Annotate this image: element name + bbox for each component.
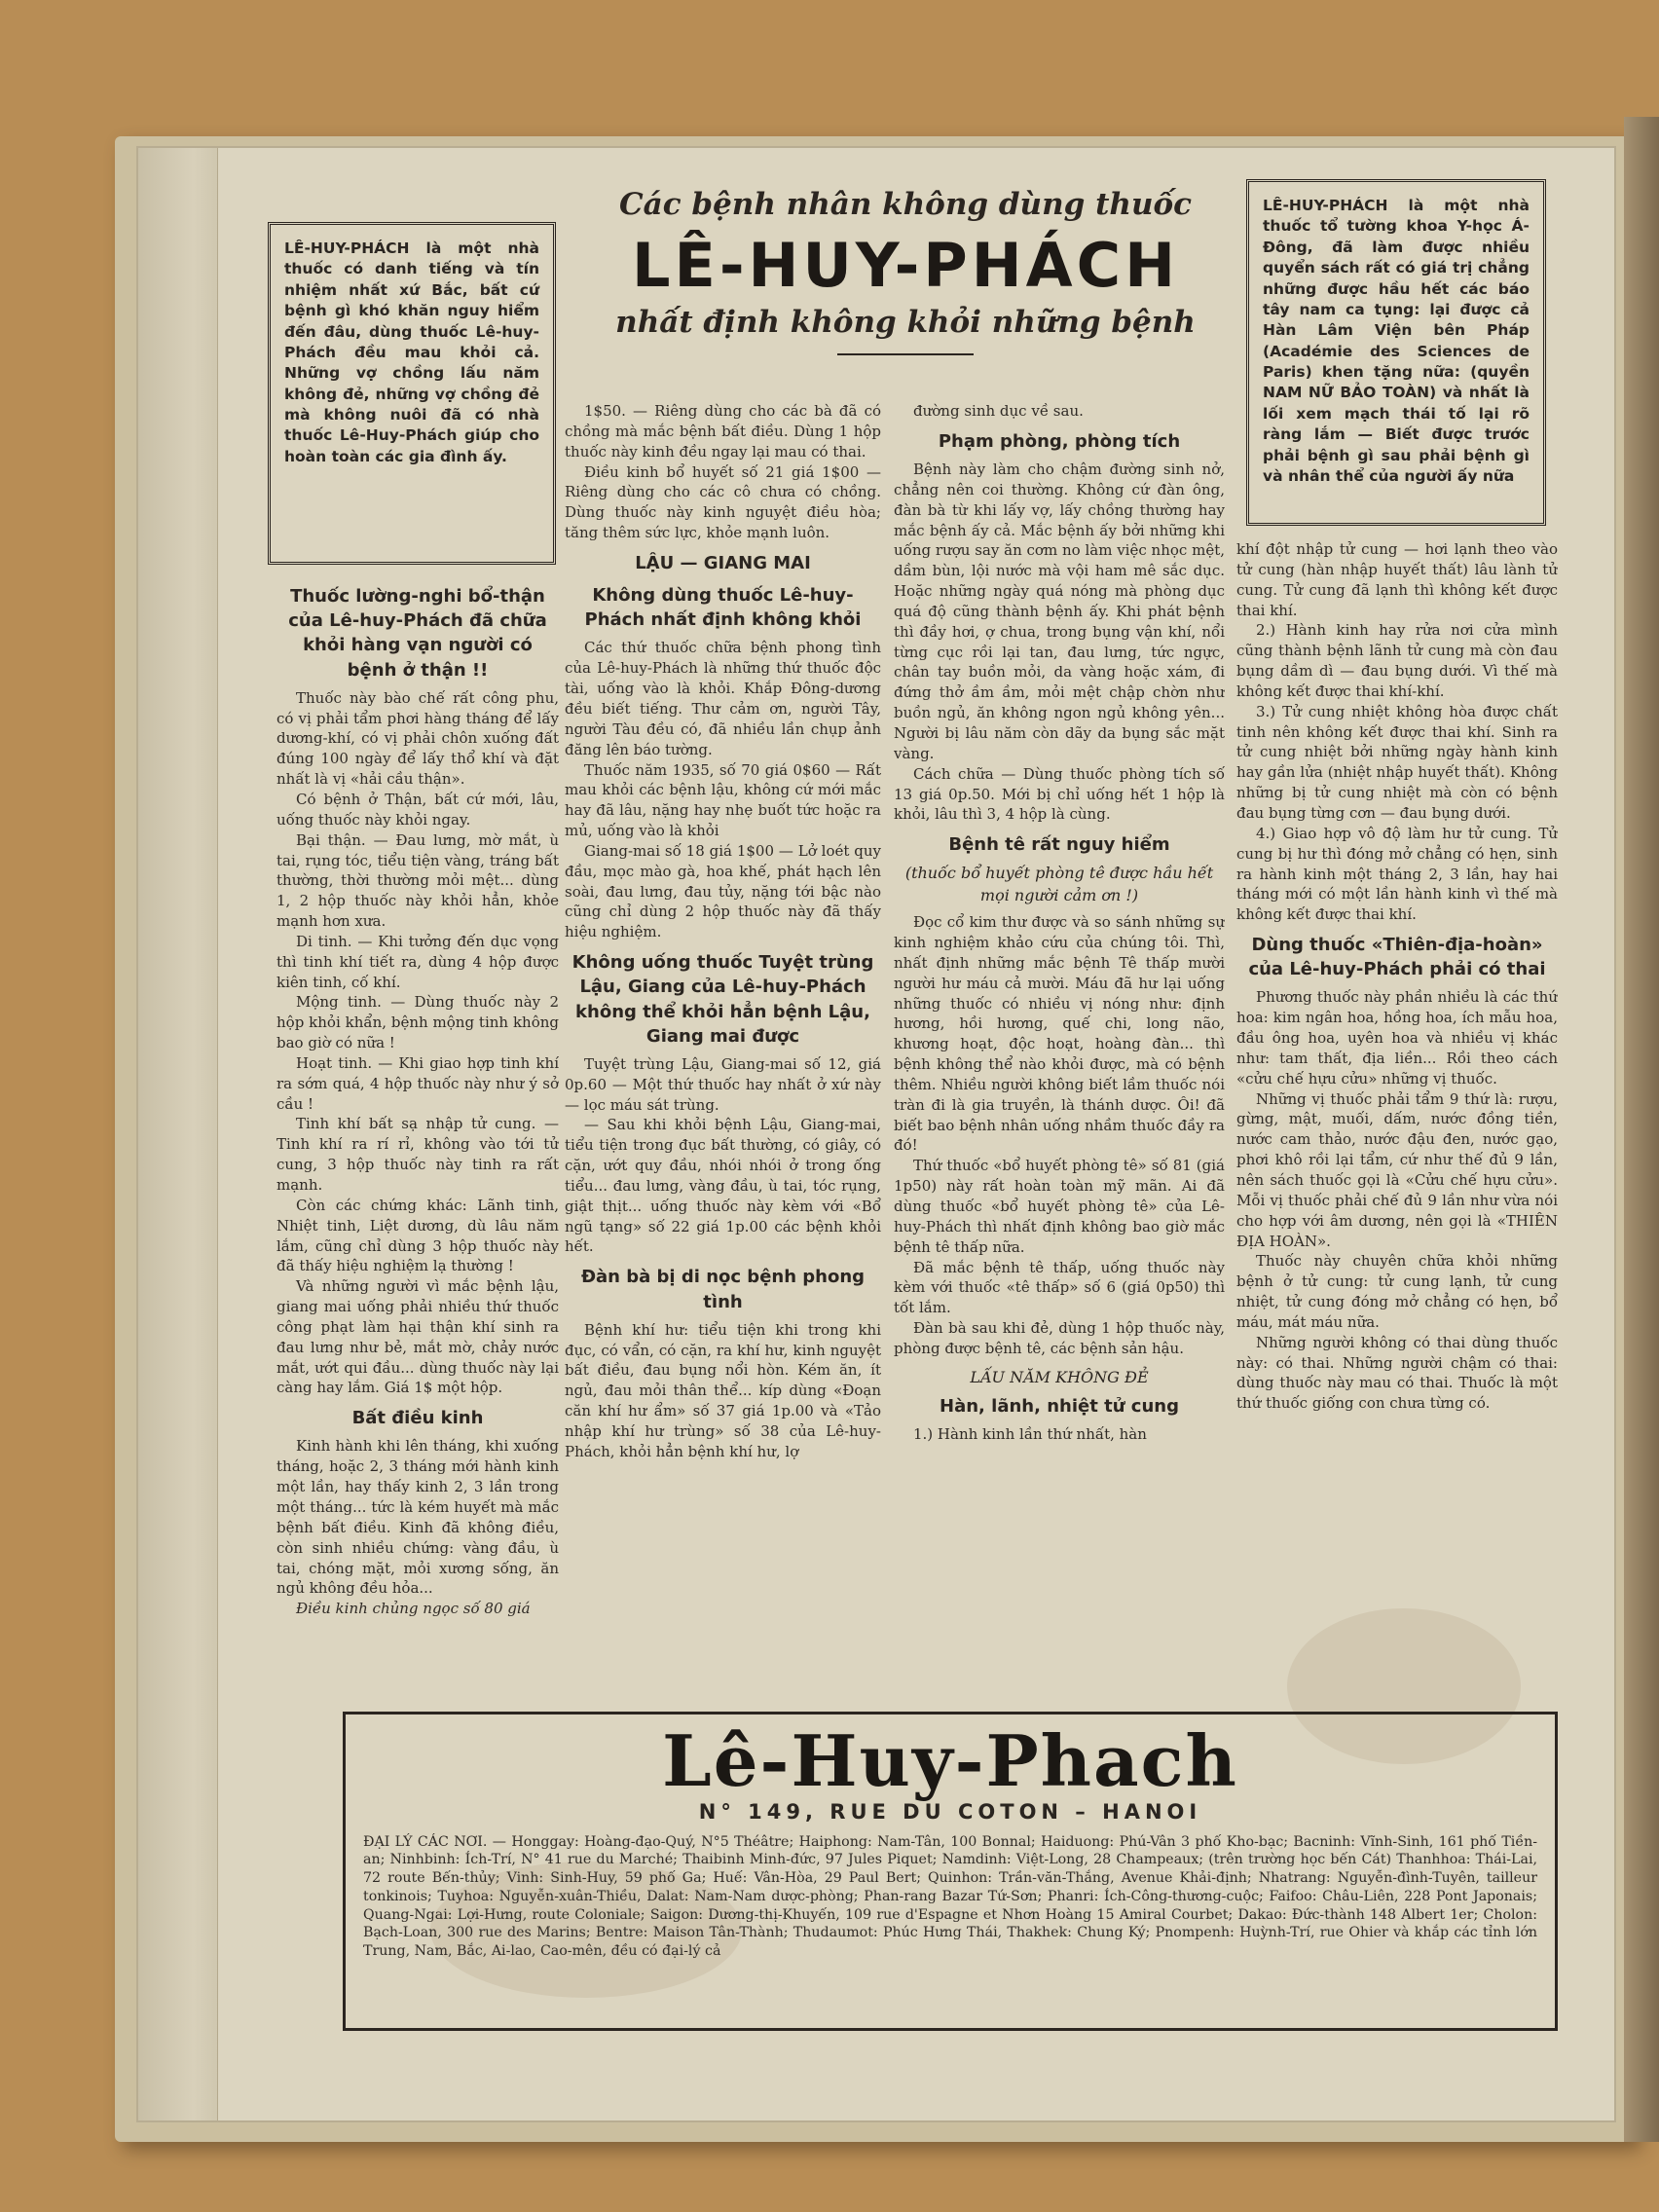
paragraph: Thuốc năm 1935, số 70 giá 0$60 — Rất mau khỏi các bệnh lậu, không cứ mới mắc hay đã lâu, nặng hay nhẹ buốt tức hoặc ra mủ, uống vào là khỏi: [565, 760, 881, 840]
newspaper-page: [136, 146, 1616, 2122]
paragraph: Những vị thuốc phải tẩm 9 thứ là: rượu, gừng, mật, muối, dấm, nước đồng tiền, nước cam thảo, nước đậu đen, nước gạo, phơi khô rồi lại tẩm, cứ như thế đủ 9 lần, nên sách thuốc gọi là «Cửu chế hựu cửu». Mỗi vị thuốc phải chế đủ 9 lần như vừa nói cho hợp với âm dương, nên gọi là «THIÊN ĐỊA HOÀN».: [1236, 1089, 1558, 1250]
column-subheading: Hàn, lãnh, nhiệt tử cung: [940, 1396, 1179, 1418]
article-column-3: [894, 401, 1225, 1871]
paragraph: 1.) Hành kinh lần thứ nhất, hàn: [913, 1425, 1147, 1444]
paragraph: 4.) Giao hợp vô độ làm hư tử cung. Tử cung bị hư thì đóng mở chẳng có hẹn, sinh ra hành kinh một tháng 2, 3 lần, hay hai tháng mới có một lần hành kinh vì thế mà không kết được thai khí.: [1236, 824, 1558, 924]
paragraph: Kinh hành khi lên tháng, khi xuống tháng, hoặc 2, 3 tháng mới hành kinh một lần, hay thấy kinh 2, 3 lần trong một tháng... tức là kém huyết mà mắc bệnh bất điều. Kinh đã không điều, còn sinh nhiều chứng: vàng đầu, ù tai, chóng mặt, mỏi xương sống, ăn ngủ không đều hỏa...: [276, 1437, 559, 1598]
paragraph: Phương thuốc này phần nhiều là các thứ hoa: kim ngân hoa, hồng hoa, ích mẫu hoa, đầu ông hoa, uyên hoa và nhiều vị khác như: tam thất, địa liền... Rồi theo cách «cửu chế hựu cửu» những vị thuốc.: [1236, 988, 1558, 1088]
paragraph: 2.) Hành kinh hay rửa nơi cửa mình cũng thành bệnh lãnh tử cung mà còn đau bụng dầm dì — đau bụng dưới. Vì thế mà không kết được thai khí-khí.: [1236, 621, 1558, 700]
paragraph: Bệnh này làm cho chậm đường sinh nở, chẳng nên coi thường. Không cứ đàn ông, đàn bà từ khi lấy vợ, lấy chồng thường hay mắc bệnh ấy cả. Mắc bệnh ấy bởi những khi uống rượu say ăn cơm no làm việc nhọc mệt, dầm bùn, lội nước mà vội ham mê sắc dục. Hoặc những ngày quá nóng mà phòng dục quá độ cũng thành bệnh ấy. Khi phát bệnh thì đầy hơi, ợ chua, trong bụng vận khí, nổi từng cục rồi lại tan, đau lưng, tức ngực, chân tay buồn mỏi, da vàng hoặc xám, đi đứng thở ầm ầm, mỏi mệt chập chờn như buồn ngủ, ăn không ngon ngủ không yên... Người bị lâu năm còn dãy da bụng sắc mặt vàng.: [894, 461, 1225, 762]
paragraph: Thứ thuốc «bổ huyết phòng tê» số 81 (giá 1p50) này rất hoàn toàn mỹ mãn. Ai đã dùng thuốc «bổ huyết phòng tê» của Lê-huy-Phách thì nhất định không bao giờ mắc bệnh tê thấp nữa.: [894, 1157, 1225, 1256]
paragraph: Hoạt tinh. — Khi giao hợp tinh khí ra sớm quá, 4 hộp thuốc này như ý sở cầu !: [276, 1053, 559, 1113]
header-line-1: Các bệnh nhân không dùng thuốc: [618, 187, 1193, 222]
paragraph: Mộng tinh. — Dùng thuốc này 2 hộp khỏi khẩn, bệnh mộng tinh không bao giờ có nữa !: [276, 993, 559, 1052]
paragraph: Đàn bà sau khi đẻ, dùng 1 hộp thuốc này, phòng được bệnh tê, các bệnh sản hậu.: [894, 1319, 1225, 1357]
paragraph: Thuốc này bào chế rất công phu, có vị phải tẩm phơi hàng tháng để lấy dương-khí, có vị phải chôn xuống đất đúng 100 ngày để lấy thổ khí và đặt nhất là vị «hải cầu thận».: [276, 688, 559, 789]
header-line-3: nhất định không khỏi những bệnh: [615, 305, 1196, 340]
column-heading: Bất điều kinh: [351, 1408, 484, 1429]
footer-advertisement: [343, 1712, 1558, 2031]
paragraph: Giang-mai số 18 giá 1$00 — Lở loét quy đầu, mọc mào gà, hoa khế, phát hạch lên soài, đau lưng, đau tủy, nặng tới bậc nào cũng chỉ dùng 2 hộp thuốc này đã thấy hiệu nghiệm.: [565, 841, 881, 941]
column-heading: Bệnh tê rất nguy hiểm: [948, 834, 1170, 856]
column-heading: Đàn bà bị di nọc bệnh phong tình: [580, 1267, 866, 1312]
article-column-2: [565, 401, 881, 1871]
paragraph: — Sau khi khỏi bệnh Lậu, Giang-mai, tiểu tiện trong đục bất thường, có giây, có cặn, ướt quy đầu, nhói nhói ở trong ống tiểu... đau lưng, vàng đầu, ù tai, tóc rụng, giật thịt... uống thuốc này kèm với «Bổ ngũ tạng» số 22 giá 1p.00 các bệnh khỏi hết.: [565, 1116, 881, 1256]
paragraph: Các thứ thuốc chữa bệnh phong tình của Lê-huy-Phách là những thứ thuốc độc tài, uống vào là khỏi. Khắp Đông-dương đều biết tiếng. Thư cảm ơn, người Tây, người Tàu đều có, đã nhiều lần chụp ảnh đăng lên báo tường.: [565, 639, 881, 758]
article-column-4: [1236, 539, 1558, 1873]
intro-box-right: LÊ-HUY-PHÁCH là một nhà thuốc tổ tường khoa Y-học Á-Đông, đã làm được nhiều quyển sách rất có giá trị chẳng những được hầu hết các báo tây nam ca tụng: lại được cả Hàn Lâm Viện bên Pháp (Académie des Sciences de Paris) khen tặng nữa: (quyền NAM NỮ BẢO TOÀN) và nhất là lối xem mạch thái tố lại rõ ràng lắm — Biết được trước phải bệnh gì sau phải bệnh gì và nhân thể của người ấy nữa: [1246, 179, 1546, 526]
page-binding: [138, 148, 218, 2120]
paragraph: Tuyệt trùng Lậu, Giang-mai số 12, giá 0p.60 — Một thứ thuốc hay nhất ở xứ này — lọc máu sát trùng.: [565, 1054, 881, 1114]
column-heading: Thuốc lường-nghi bổ-thận của Lê-huy-Phách đã chữa khỏi hàng vạn người có bệnh ở thận !!: [288, 586, 547, 681]
header-divider: [837, 353, 974, 355]
footer-brand-name: Lê-Huy-Phach: [662, 1719, 1238, 1802]
paragraph: Thuốc này chuyên chữa khỏi những bệnh ở tử cung: tử cung lạnh, tử cung nhiệt, tử cung đóng mở chẳng có hẹn, bổ máu, mát máu nữa.: [1236, 1252, 1558, 1331]
column-heading: Không dùng thuốc Lê-huy-Phách nhất định không khỏi: [584, 585, 862, 631]
paragraph: 1$50. — Riêng dùng cho các bà đã có chồng mà mắc bệnh bất điều. Dùng 1 hộp thuốc này kinh đều ngay lại mau có thai.: [565, 402, 881, 461]
book-spine: [1624, 117, 1659, 2142]
paragraph: Tinh khí bất sạ nhập tử cung. — Tinh khí ra rí rỉ, không vào tới tử cung, 3 hộp thuốc này tinh ra rất mạnh.: [276, 1115, 559, 1194]
paragraph: Bại thận. — Đau lưng, mờ mắt, ù tai, rụng tóc, tiểu tiện vàng, tráng bất thường, thời thường mỏi mệt... dùng 1, 2 hộp thuốc này khỏi hẳn, khỏe mạnh hơn xưa.: [276, 830, 559, 931]
footer-address: N° 149, RUE DU COTON – HANOI: [698, 1799, 1202, 1824]
column-heading: LẤU NĂM KHÔNG ĐẺ: [970, 1367, 1149, 1386]
paragraph: khí đột nhập tử cung — hơi lạnh theo vào tử cung (hàn nhập huyết thất) lâu lành tử cung. Tử cung đã lạnh thì không kết được thai khí.: [1236, 540, 1558, 619]
column-heading: Phạm phòng, phòng tích: [938, 430, 1181, 452]
paragraph: đường sinh dục về sau.: [913, 402, 1084, 420]
paragraph: Có bệnh ở Thận, bất cứ mới, lâu, uống thuốc này khỏi ngay.: [276, 790, 559, 829]
paragraph: Di tinh. — Khi tưởng đến dục vọng thì tinh khí tiết ra, dùng 4 hộp được kiên tinh, cố khí.: [276, 932, 559, 991]
paragraph: Bệnh khí hư: tiểu tiện khi trong khi đục, có vẩn, có cặn, ra khí hư, kinh nguyệt bất điều, đau bụng nổi hòn. Kém ăn, ít ngủ, đau mỏi thân thể... kíp dùng «Đoạn căn khí hư ẩm» số 37 giá 1p.00 và «Tảo nhập khí hư trùng» số 38 của Lê-huy-Phách, khỏi hẳn bệnh khí hư, lợ: [565, 1320, 881, 1460]
column-heading: Không uống thuốc Tuyệt trùng Lậu, Giang của Lê-huy-Phách không thể khỏi hẳn bệnh Lậu, Giang mai được: [571, 952, 874, 1047]
header-brand-name: LÊ-HUY-PHÁCH: [631, 230, 1180, 301]
intro-box-left: LÊ-HUY-PHÁCH là một nhà thuốc có danh tiếng và tín nhiệm nhất xứ Bắc, bất cứ bệnh gì khó khăn nguy hiểm đến đâu, dùng thuốc Lê-huy-Phách đều mau khỏi cả. Những vợ chồng lấu năm không đẻ, những vợ chồng đẻ mà không nuôi đã có nhà thuốc Lê-Huy-Phách giúp cho hoàn toàn các gia đình ấy.: [268, 222, 556, 565]
paragraph: Cách chữa — Dùng thuốc phòng tích số 13 giá 0p.50. Mới bị chỉ uống hết 1 hộp là khỏi, lâu thì 3, 4 hộp là cùng.: [894, 764, 1225, 824]
paragraph: Điều kinh chủng ngọc số 80 giá: [296, 1600, 531, 1618]
paragraph: Đã mắc bệnh tê thấp, uống thuốc này kèm với thuốc «tê thấp» số 6 (giá 0p50) thì tốt lắm.: [894, 1258, 1225, 1317]
column-subheading: (thuốc bổ huyết phòng tê được hầu hết mọi người cảm ơn !): [904, 864, 1214, 904]
paragraph: Và những người vì mắc bệnh lậu, giang mai uống phải nhiều thứ thuốc công phạt làm hại thận khí sinh ra đau lưng như bẻ, mắt mờ, chảy nước mắt, ướt qui đầu... dùng thuốc này lại càng hay lắm. Giá 1$ một hộp.: [276, 1277, 559, 1397]
column-heading: LẬU — GIANG MAI: [635, 552, 811, 573]
article-column-1: [276, 576, 559, 1871]
paragraph: Còn các chứng khác: Lãnh tinh, Nhiệt tinh, Liệt dương, dù lâu năm lắm, cũng chỉ dùng 3 hộp thuốc này đã thấy hiệu nghiệm lạ thường !: [276, 1196, 559, 1275]
page-header: [565, 187, 1246, 355]
column-heading: Dùng thuốc «Thiên-địa-hoàn» của Lê-huy-Phách phải có thai: [1248, 935, 1546, 980]
paragraph: Điều kinh bổ huyết số 21 giá 1$00 — Riêng dùng cho các cô chưa có chồng. Dùng thuốc này kinh nguyệt điều hòa; tăng thêm sức lực, khỏe mạnh luôn.: [565, 462, 881, 542]
footer-agents-list: ĐẠI LÝ CÁC NƠI. — Honggay: Hoàng-đạo-Quý, N°5 Théâtre; Haiphong: Nam-Tân, 100 Bonnal; Haiduong: Phú-Vân 3 phố Kho-bạc; Bacninh: Vĩnh-Sinh, 161 phố Tiền-an; Ninhbinh: Ích-Trí, N° 41 rue du Marché; Thaibinh Minh-đức, 97 Jules Piquet; Namdinh: Việt-Long, 28 Champeaux; (trên trường học bến Cát) Thanhhoa: Thái-Lai, 72 route Bến-thủy; Vinh: Sinh-Huy, 59 phố Ga; Huế: Vân-Hòa, 29 Paul Bert; Quinhon: Trần-văn-Thắng, Avenue Khải-định; Nhatrang: Nguyễn-đình-Tuyên, tailleur tonkinois; Tuyhoa: Nguyễn-xuân-Thiều, Dalat: Nam-Nam dược-phòng; Phan-rang Bazar Tứ-Sơn; Phanri: Ích-Công-thương-cuộc; Faifoo: Châu-Liên, 228 Pont Japonais; Quang-Ngai: Lợi-Hưng, route Coloniale; Saigon: Dương-thị-Khuyến, 109 rue d'Espagne et Nhơn Hoàng 15 Amiral Courbet; Dakao: Đức-thành 148 Albert 1er; Cholon: Bạch-Loan, 300 rue des Marins; Bentre: Maison Tân-Thành; Thudaumot: Phúc Hưng Thái, Thakhek: Chung Ký; Pnompenh: Huỳnh-Trí, rue Ohier và khắp các tỉnh lớn Trung, Nam, Bắc, Ai-lao, Cao-mên, đều có đại-lý cả: [363, 1833, 1537, 1959]
paragraph: Những người không có thai dùng thuốc này: có thai. Những người chậm có thai: dùng thuốc này mau có thai. Thuốc là một thứ thuốc giống con chưa từng có.: [1236, 1333, 1558, 1413]
paragraph: Đọc cổ kim thư được và so sánh những sự kinh nghiệm khảo cứu của chúng tôi. Thì, nhất định những mắc bệnh Tê thấp mười người hư máu cả mười. Máu đã hư lại uống những thuốc có nhiều vị nóng như: định hương, hồi hương, quế chi, long não, khương hoạt, độc hoạt, hoàng đàn... thì bệnh không thể nào khỏi được, mà có bệnh thêm. Nhiều người không biết lầm thuốc nói tràn đi là gia truyền, là thánh dược. Ôi! đã biết bao bệnh nhân uống nhầm thuốc đầy ra đó!: [894, 913, 1225, 1155]
paragraph: 3.) Tử cung nhiệt không hòa được chất tinh nên không kết được thai khí. Sinh ra tử cung nhiệt bởi những ngày hành kinh hay gần lửa (nhiệt nhập huyết thất). Không những bị tử cung nhiệt mà còn có bệnh đau bụng từng cơn — đau bụng dưới.: [1236, 702, 1558, 822]
